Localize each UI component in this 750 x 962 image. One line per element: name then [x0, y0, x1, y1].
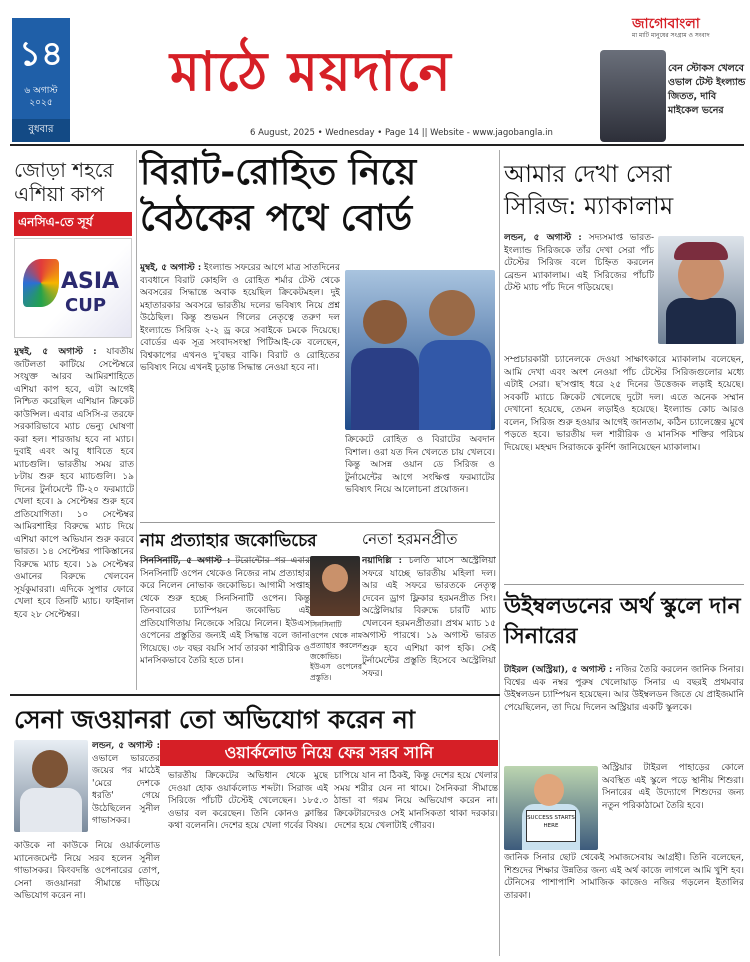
djokovic-body: সিনসিনাটি, ৫ অগাস্ট : টরোন্টোর পর এবার সিনসিনাটি ওপেন থেকেও নিজের নাম প্রত্যাহার করে নিলেন নোভাক জকোভিচ। আগামী সপ্তাহ থেকে শুরু হচ্ছে সিনসিনাটি ওপেন। কিন্তু তিনবারের চ্যাম্পিয়ন জকোভিচ এই প্রতিযোগিতায় নিজেকে সরিয়ে নিলেন। ইউএস ওপেনের প্রস্তুতির জন্যই এই সিদ্ধান্ত বলে জানা গিয়েছে। ৩৮ বছর বয়সি সার্ব তারকা শারীরিক ও মানসিকভাবে তৈরি হতে চান। — [140, 556, 310, 666]
sinner-photo — [504, 766, 598, 850]
brand-logo: জাগোবাংলা — [632, 16, 700, 32]
right-story-body: লন্ডন, ৫ অগাস্ট : সদ্যসমাপ্ত ভারত-ইংল্যান্ড সিরিজকে তাঁর দেখা সেরা পাঁচ টেস্টের সিরিজ বলে চিহ্নিত করলেন ব্রেন্ডন ম্যাকালাম। এই সিরিজের পাঁচটি টেস্ট ম্যাচ পাঁচ দিনে গড়িয়েছে। — [504, 233, 654, 293]
djokovic-photo — [310, 556, 360, 616]
right-story-title: আমার দেখা সেরা সিরিজ: ম্যাকালাম — [504, 160, 674, 220]
main-headline: বিরাট-রোহিত নিয়ে বৈঠকের পথে বোর্ড — [140, 152, 417, 239]
success-sign: SUCCESS STARTS HERE — [526, 810, 576, 842]
logo-text-cup: CUP — [65, 295, 107, 316]
bottom-body-b: ভারতীয় ক্রিকেটের অভিধান থেকে মুছে দেওয়া হোক ওয়ার্কলোড শব্দটা। সিরাজ এই সিরিজে পাঁচটি টেস্টেই খেলেছেন। ১৮৫.৩ ওভার বল করেছেন। তিনি কোনও ক্লান্তির কথা বলেননি। দেশের হয়ে খেলা গর্বের বিষয়। — [168, 771, 328, 831]
left-story-body: মুম্বই, ৫ অগাস্ট : যাবতীয় জটিলতা কাটিয়ে সেপ্টেম্বরে সংযুক্ত আরব আমিরশাহিতে এশিয়া কাপ হবে, এটা আগেই নিশ্চিত করেছিল এশিয়ান ক্রিকেট কাউন্সিল। এবার এসিসি-র তরফে সরকারিভাবে ম্যাচ ভেন্যু ঘোষণা করা হল। শারজায় হবে না ম্যাচ। দুবাই এবং আবু ধাবিতে হবে ম্যাচগুলি। ভারতীয় সময় রাত ৮টায় শুরু হবে ম্যাচগুলি। ১৯ দিনের টুর্নামেন্টে টি-২০ ফরম্যাটে খেলা হবে। ৯ সেপ্টেম্বর শুরু হবে প্রতিযোগিতা। ১০ সেপ্টেম্বর আমিরশাহির বিরুদ্ধে ম্যাচ দিয়ে এশিয়া কাপে অভিযান শুরু করবে ভারত। ১৪ সেপ্টেম্বর পাকিস্তানের বিরুদ্ধে ম্যাচ হবে। ১৯ সেপ্টেম্বর ওমানের বিরুদ্ধে খেলবেন সূর্যকুমাররা। এদিকে সুপার ফোরে খেলা হবে তিনটি ম্যাচ। ফাইনাল হবে ২৮ সেপ্টেম্বর। — [14, 347, 134, 620]
kohli-rohit-photo — [345, 270, 495, 430]
section-rule — [10, 694, 500, 696]
neta-headline: নেতা হরমনপ্রীত — [362, 528, 496, 558]
brand-tagline: মা মাটি মানুষের সংগ্রাম ও সংবাদ — [632, 32, 710, 39]
wimbledon-body-continued: জানিক সিনার ছোট থেকেই সমাজসেবায় আগ্রহী। তিনি বলেছেন, শিশুদের শিক্ষার উন্নতির জন্য এই অর্থ কাজে লাগলে আমি খুশি হব। টেনিসের পাশাপাশি সামাজিক কাজেও নজির গড়লেন ইতালির তারকা। — [504, 853, 744, 901]
asia-cup-emblem-icon — [23, 259, 59, 307]
masthead-title: মাঠে ময়দানে — [170, 40, 452, 103]
section-rule — [140, 522, 495, 523]
mccullum-photo — [658, 236, 744, 344]
wimbledon-headline: উইম্বলডনের অর্থ স্কুলে দান সিনারের — [504, 594, 741, 649]
bottom-body-intro: লন্ডন, ৫ অগাস্ট : ওভালে ভারতের জয়ের পর মাঠেই 'মেরে দেশকে ধরতি' গেয়ে উঠেছিলেন সুনীল গাভাসকর। — [92, 741, 160, 826]
neta-body: নয়াদিল্লি : চলতি মাসে অস্ট্রেলিয়া সফরে যাচ্ছে ভারতীয় মহিলা দল। আর এই সফরে ভারতকে নেতৃত্ব দেবেন ড্রাগ ফ্লিকার হরমনপ্রীত সিং। অস্ট্রেলিয়ার বিরুদ্ধে চারটি ম্যাচ খেলবেন হরমনপ্রীতরা। প্রথম ম্যাচ ১৫ অগাস্ট পারথে। ১৯ অগাস্ট ভারত শুরু হবে এশিয়া কাপ হকি। সেই টুর্নামেন্টের প্রস্তুতি হিসেবে অস্ট্রেলিয়া সফর। — [362, 556, 496, 679]
wimbledon-body-side: অস্ট্রিয়ার টাইরল পাহাড়ের কোলে অবস্থিত এই স্কুলে পড়ে স্থানীয় শিশুরা। সিনারের এই উদ্যোগে শিশুদের জন্য নতুন পরিকাঠামো তৈরি হবে। — [602, 763, 744, 811]
djokovic-body-side: সিনসিনাটি ওপেন থেকে নাম প্রত্যাহার করলেন জকোভিচ। ইউএস ওপেনের প্রস্তুতি। — [310, 620, 362, 682]
bottom-body-c: চাপিয়ে যান না ঠিকই, কিন্তু দেশের হয়ে খেলার সময় শরীর যেন না থামে। সৈনিকরা সীমান্তে ঠান্ডা বা গরম নিয়ে অভিযোগ করেন না। ক্রিকেটারদেরও সেই মানসিকতা থাকা দরকার। দেশের হয়ে খেলাটাই গৌরব। — [334, 771, 498, 831]
left-story-title: জোড়া শহরে এশিয়া কাপ — [14, 158, 114, 206]
asia-cup-logo — [14, 238, 132, 338]
bottom-body-a: কাউকে না কাউকে নিয়ে ওয়ার্কলোড ম্যানেজমেন্ট নিয়ে সরব হলেন সুনীল গাভাসকর। কিংবদন্তি ওপেনারের তোপ, সেনা জওয়ানরা সীমান্তে দাঁড়িয়ে অভিযোগ করেন না। — [14, 841, 160, 901]
right-story-body-continued: সম্প্রচারকারী চ্যানেলকে দেওয়া সাক্ষাৎকারে ম্যাকালাম বলেছেন, আমি দেখা এবং অংশ নেওয়া পাঁচ টেস্টের সিরিজগুলোর মধ্যে এটাই সেরা। ছ'সপ্তাহ ধরে ২৫ দিনের উত্তেজক লড়াই হয়েছে। সবকটি ম্যাচে ক্রিকেট খেলেছে দুটো দল। এতে অনেক সম্মান দেখানো হয়েছে, তেমন লড়াইও হয়েছে। ইংল্যান্ড কোচ আরও বলেন, সিরিজ শুরু হওয়ার আগেই জানতাম, কঠিন চ্যালেঞ্জের মুখে পড়তে হবে। ভারতীয় দল শারীরিক ও মানসিক শক্তির পরিচয় দিয়েছে। মহম্মদ সিরাজকে কুর্নিশ জানিয়েছেন ম্যাকালাম। — [504, 355, 744, 453]
bottom-headline: সেনা জওয়ানরা তো অভিযোগ করেন না — [14, 705, 416, 734]
date-box — [12, 18, 70, 135]
main-story-body-continued: ক্রিকেটে রোহিত ও বিরাটের অবদান বিশাল। ওরা যত দিন খেলতে চায় খেলবে। কিন্তু আসন্ন ওয়ান ডে সিরিজ ও টুর্নামেন্টের আগে সংক্ষিপ্ত ফরম্যাটের ভবিষ্যৎ নিয়ে আলোচনা প্রয়োজন। — [345, 435, 495, 495]
weekday-text: বুধবার — [12, 119, 70, 142]
column-divider — [499, 150, 500, 956]
workload-banner: ওয়ার্কলোড নিয়ে ফের সরব সানি — [160, 740, 498, 766]
gavaskar-photo — [14, 740, 88, 832]
day-number: ১৪ — [18, 34, 64, 74]
logo-text-asia: ASIA — [61, 269, 120, 294]
left-story-tag: এনসিএ-তে সূর্য — [14, 212, 132, 236]
teaser-text: বেন স্টোকস খেলবে ওভাল টেস্ট ইংল্যান্ড জিতত, দাবি মাইকেল ভনের — [668, 63, 746, 116]
wimbledon-body: টাইরল (অস্ট্রিয়া), ৫ অগাস্ট : নজির তৈরি করলেন জানিক সিনার। বিশ্বের এক নম্বর পুরুষ খেলোয়াড় সিনার এ বছরই প্রথমবার উইম্বলডন চ্যাম্পিয়ন হয়েছেন। আর উইম্বলডন জিতে যে প্রাইজমানি পেয়েছিলেন, তা দিয়ে দিলেন অস্ট্রিয়ার একটি স্কুলকে। — [504, 665, 744, 713]
page-subline: 6 August, 2025 • Wednesday • Page 14 || Website - www.jagobangla.in — [250, 128, 553, 138]
teaser-photo — [600, 50, 666, 142]
section-rule — [504, 584, 744, 585]
column-divider — [136, 150, 137, 690]
main-story-body: মুম্বই, ৫ অগাস্ট : ইংল্যান্ড সফরের আগে মাত্র সাতদিনের ব্যবধানে বিরাট কোহলি ও রোহিত শর্মার টেস্ট থেকে অবসরের সিদ্ধান্তে অবাক হয়েছিল ক্রিকেটমহল। দুই মহাতারকার অবসরে ভারতীয় দলের ভবিষ্যৎ নিয়ে প্রশ্ন উঠেছিল। কিন্তু শুভমন গিলের নেতৃত্বে তরুণ দল ইংল্যান্ডে সিরিজ ২-২ ড্র করে সবাইকে চমকে দিয়েছে। বোর্ডের এক সূত্র সংবাদসংস্থা পিটিআই-কে বলেছেন, বিশ্বকাপের এখনও দু'বছর বাকি। বিরাট ও রোহিতের ভবিষ্যৎ নিয়ে এখনই চূড়ান্ত সিদ্ধান্ত নেওয়া হবে না। — [140, 263, 340, 373]
header-rule — [10, 144, 744, 146]
djokovic-headline: নাম প্রত্যাহার জকোভিচের — [140, 528, 355, 561]
date-text: ৬ অগাস্ট ২০২৫ — [24, 86, 58, 108]
